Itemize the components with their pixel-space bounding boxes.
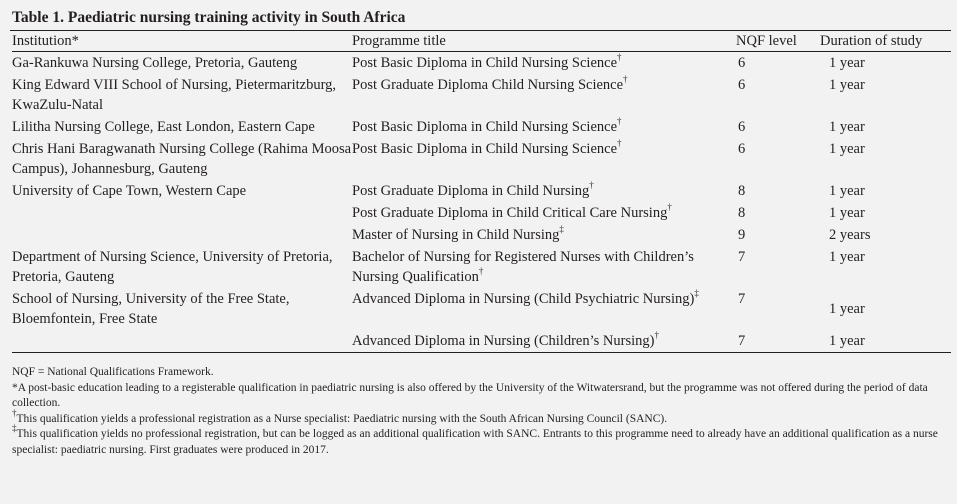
table-footnotes [12,365,951,458]
header-duration: Duration of study [820,31,951,52]
institution-cell: School of Nursing, University of the Free State, Bloemfontein, Free State [12,291,290,327]
programme-title: Post Basic Diploma in Child Nursing Science [352,141,618,157]
table-row [12,330,951,353]
double-dagger-mark: ‡ [12,423,17,434]
programme-cell [352,74,724,116]
programme-cell [352,288,724,330]
institution-cell: King Edward VIII School of Nursing, Pietermaritzburg, KwaZulu-Natal [12,77,337,113]
programme-cell [352,246,724,288]
footnote-mark: † [617,52,622,63]
nqf-cell: 6 [738,141,746,157]
footnote-dagger [12,407,951,428]
table-title: Table 1. Paediatric nursing training activity in South Africa [10,8,951,31]
training-table [12,31,951,353]
footnote-mark: ‡ [559,224,564,235]
programme-title: Advanced Diploma in Nursing (Child Psychiatric Nursing) [352,291,695,307]
institution-cell: Ga-Rankuwa Nursing College, Pretoria, Gauteng [12,55,298,71]
duration-cell: 2 years [829,227,871,243]
programme-cell [352,116,724,138]
duration-cell: 1 year [829,55,865,71]
dagger-text: This qualification yields a professional registration as a Nurse specialist: Paediatric nursing with the South African Nursing Council (SANC). [16,412,668,425]
programme-cell [352,138,724,180]
institution-cell [12,224,352,246]
header-nqf-level: NQF level [724,31,820,52]
footnote-mark: † [623,74,628,85]
nqf-cell: 9 [738,227,746,243]
footnote-mark: † [589,180,594,191]
nqf-cell: 6 [738,77,746,93]
programme-title: Post Basic Diploma in Child Nursing Science [352,55,618,71]
programme-cell [352,52,724,75]
institution-cell [12,202,352,224]
programme-cell [352,224,724,246]
table-row [12,116,951,138]
duration-cell: 1 year [829,249,865,265]
header-programme: Programme title [352,31,724,52]
table-row [12,138,951,180]
programme-cell [352,180,724,202]
header-institution: Institution* [12,31,352,52]
institution-cell: Chris Hani Baragwanath Nursing College (Rahima Moosa Campus), Johannesburg, Gauteng [12,141,352,177]
footnote-mark: † [617,138,622,149]
footnote-double-dagger [12,423,951,458]
programme-title: Post Graduate Diploma Child Nursing Science [352,77,624,93]
footnote-nqf: NQF = National Qualifications Framework. [12,366,214,378]
footnote-mark: † [654,330,659,341]
nqf-cell: 7 [738,249,746,265]
footnote-mark: † [667,202,672,213]
nqf-cell: 7 [738,291,746,307]
table-row [12,74,951,116]
footnote-mark: † [617,116,622,127]
table-row [12,52,951,75]
programme-title: Advanced Diploma in Nursing (Children’s Nursing) [352,333,655,349]
programme-title: Master of Nursing in Child Nursing [352,227,560,243]
programme-cell [352,330,724,353]
duration-cell: 1 year [829,205,865,221]
programme-title: Bachelor of Nursing for Registered Nurses with Children’s Nursing Qualification [352,249,694,285]
table-row [12,224,951,246]
double-dagger-text: This qualification yields no professional registration, but can be logged as an additional qualification with SANC. Entrants to this programme need to already have an additional qualification as a nurse specialist: paediatric nursing. First graduates were produced in 2017. [12,428,938,456]
table-row [12,288,951,330]
table-row [12,202,951,224]
institution-cell: University of Cape Town, Western Cape [12,183,247,199]
dagger-mark: † [12,407,17,418]
footnote-mark: † [478,266,484,277]
duration-cell: 1 year [829,301,865,317]
duration-cell: 1 year [829,141,865,157]
institution-cell [12,330,352,353]
nqf-cell: 6 [738,119,746,135]
institution-cell: Department of Nursing Science, University of Pretoria, Pretoria, Gauteng [12,249,333,285]
duration-cell: 1 year [820,330,951,353]
nqf-cell: 8 [738,205,746,221]
programme-cell [352,202,724,224]
programme-title: Post Graduate Diploma in Child Nursing [352,183,590,199]
duration-cell: 1 year [829,77,865,93]
footnote-asterisk: *A post-basic education leading to a registerable qualification in paediatric nursing is also offered by the University of the Witwatersrand, but the programme was not offered during the period of data collection. [12,381,928,409]
nqf-cell: 7 [724,330,820,353]
table-row [12,246,951,288]
duration-cell: 1 year [829,183,865,199]
table-row [12,180,951,202]
header-row [12,31,951,52]
nqf-cell: 6 [738,55,746,71]
duration-cell: 1 year [829,119,865,135]
nqf-cell: 8 [738,183,746,199]
institution-cell: Lilitha Nursing College, East London, Eastern Cape [12,119,315,135]
programme-title: Post Basic Diploma in Child Nursing Science [352,119,618,135]
footnote-mark: ‡ [694,288,699,299]
programme-title: Post Graduate Diploma in Child Critical Care Nursing [352,205,668,221]
